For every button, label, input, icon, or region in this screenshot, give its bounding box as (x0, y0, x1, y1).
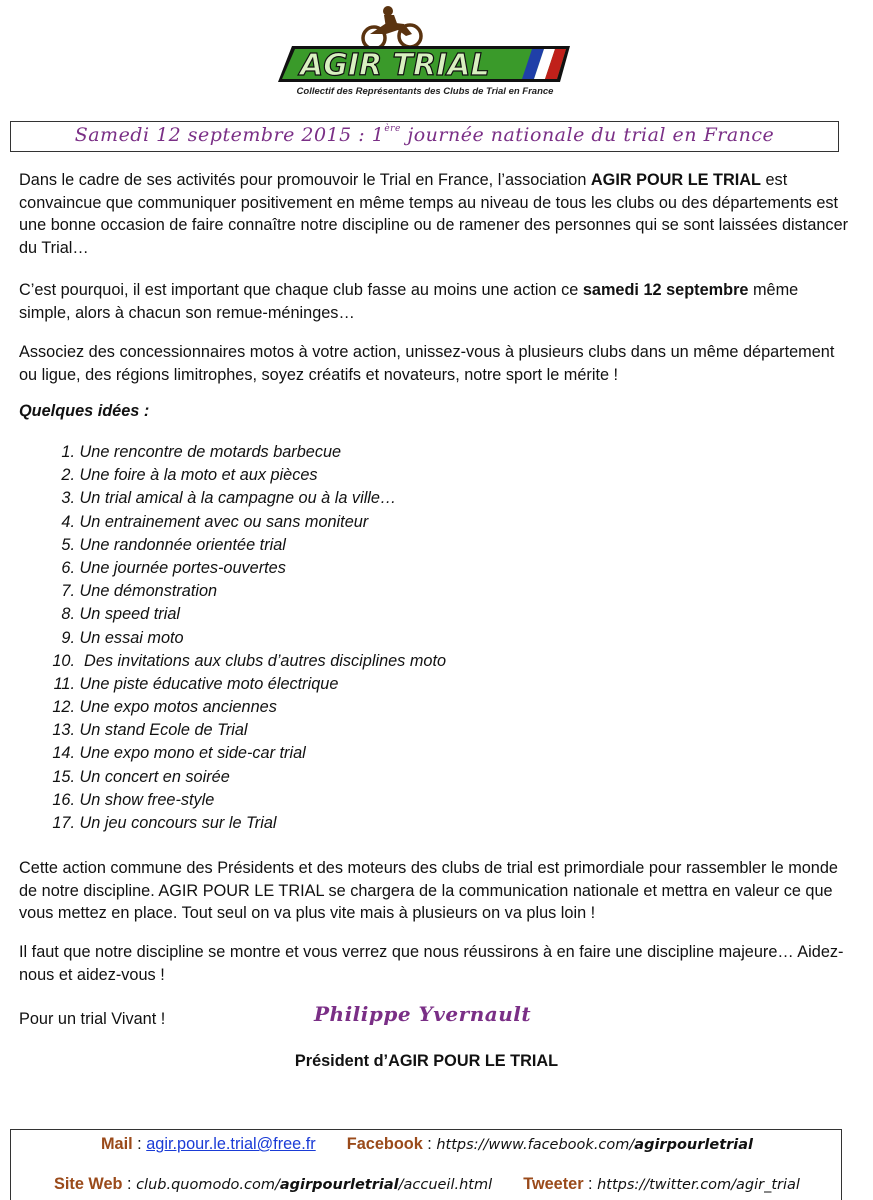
list-item: 11. Une piste éducative moto électrique (53, 674, 339, 693)
list-item: 8. Un speed trial (61, 605, 180, 624)
list-item: 13. Un stand Ecole de Trial (52, 721, 248, 740)
list-item: 15. Un concert en soirée (52, 767, 230, 786)
list-item: 4. Un entrainement avec ou sans moniteur (61, 512, 369, 531)
logo-subtitle: Collectif des Représentants des Clubs de Trial en France (296, 86, 554, 97)
list-item: 14. Une expo mono et side-car trial (52, 744, 306, 763)
logo (270, 4, 580, 100)
associate-paragraph: Associez des concessionnaires motos à votre action, unissez-vous à plusieurs clubs dans un même département ou ligue, des régions limitrophes, soyez créatifs et novateurs, notre sport le mérite ! (19, 343, 835, 384)
list-item: 3. Un trial amical à la campagne ou à la ville… (61, 489, 397, 508)
closing-text: Pour un trial Vivant ! (19, 1010, 166, 1028)
site-url[interactable]: club.quomodo.com/agirpourletrial/accueil.html (136, 1177, 493, 1193)
footer-line-mail-facebook: Mail : agir.pour.le.trial@free.fr Facebook : https://www.facebook.com/agirpourletrial (100, 1135, 754, 1153)
president-title: Président d’AGIR POUR LE TRIAL (294, 1052, 559, 1070)
logo-text: AGIR TRIAL (300, 48, 490, 83)
list-item: 17. Un jeu concours sur le Trial (52, 814, 277, 832)
list-item: 16. Un show free-style (52, 790, 215, 809)
list-item: 5. Une randonnée orientée trial (61, 535, 286, 554)
page-title: Samedi 12 septembre 2015 : 1ère journée nationale du trial en France (74, 124, 775, 146)
tweeter-url[interactable]: https://twitter.com/agir_trial (597, 1177, 800, 1193)
footer-line-site-tweeter: Site Web : club.quomodo.com/agirpourletrial/accueil.html Tweeter : https://twitter.com/agir_trial (54, 1175, 800, 1193)
title-box (10, 121, 839, 152)
contact-footer (10, 1129, 842, 1200)
list-item: 2. Une foire à la moto et aux pièces (61, 466, 318, 485)
discipline-paragraph: Il faut que notre discipline se montre et vous verrez que nous réussirons à en faire une discipline majeure… Aidez-nous et aidez-vous ! (19, 943, 844, 984)
action-paragraph: C’est pourquoi, il est important que chaque club fasse au moins une action ce samedi 12 septembre même simple, alors à chacun son remue-méninges… (19, 281, 799, 322)
mail-label: Mail (100, 1135, 133, 1153)
facebook-url[interactable]: https://www.facebook.com/agirpourletrial (436, 1137, 754, 1153)
tweeter-label: Tweeter (523, 1175, 584, 1193)
facebook-label: Facebook (346, 1135, 423, 1153)
site-label: Site Web (54, 1175, 123, 1193)
list-item: 6. Une journée portes-ouvertes (61, 558, 286, 577)
agir-trial-logo-graphic (270, 4, 580, 88)
mail-link[interactable]: agir.pour.le.trial@free.fr (146, 1135, 316, 1153)
signature: Philippe Yvernault (314, 1002, 532, 1026)
list-item: 9. Un essai moto (61, 628, 184, 647)
list-item: 10. Des invitations aux clubs d’autres disciplines moto (52, 651, 447, 670)
list-item: 1. Une rencontre de motards barbecue (61, 443, 342, 461)
intro-paragraph: Dans le cadre de ses activités pour promouvoir le Trial en France, l’association AGIR POUR LE TRIAL est convaincue que communiquer positivement en même temps au niveau de tous les clubs ou des départements est une bonne occasion de faire connaître notre discipline ou de ramener des personnes qui se sont laissées distancer du Trial… (19, 171, 849, 257)
ideas-heading: Quelques idées : (19, 402, 150, 420)
list-item: 12. Une expo motos anciennes (52, 698, 277, 717)
common-action-paragraph: Cette action commune des Présidents et des moteurs des clubs de trial est primordiale pour rassembler le monde de notre discipline. AGIR POUR LE TRIAL se chargera de la communication nationale et mettra en valeur ce que vous mettez en place. Tout seul on va plus vite mais à plusieurs on va plus loin ! (19, 859, 838, 922)
list-item: 7. Une démonstration (61, 582, 218, 601)
ideas-list (40, 441, 446, 835)
